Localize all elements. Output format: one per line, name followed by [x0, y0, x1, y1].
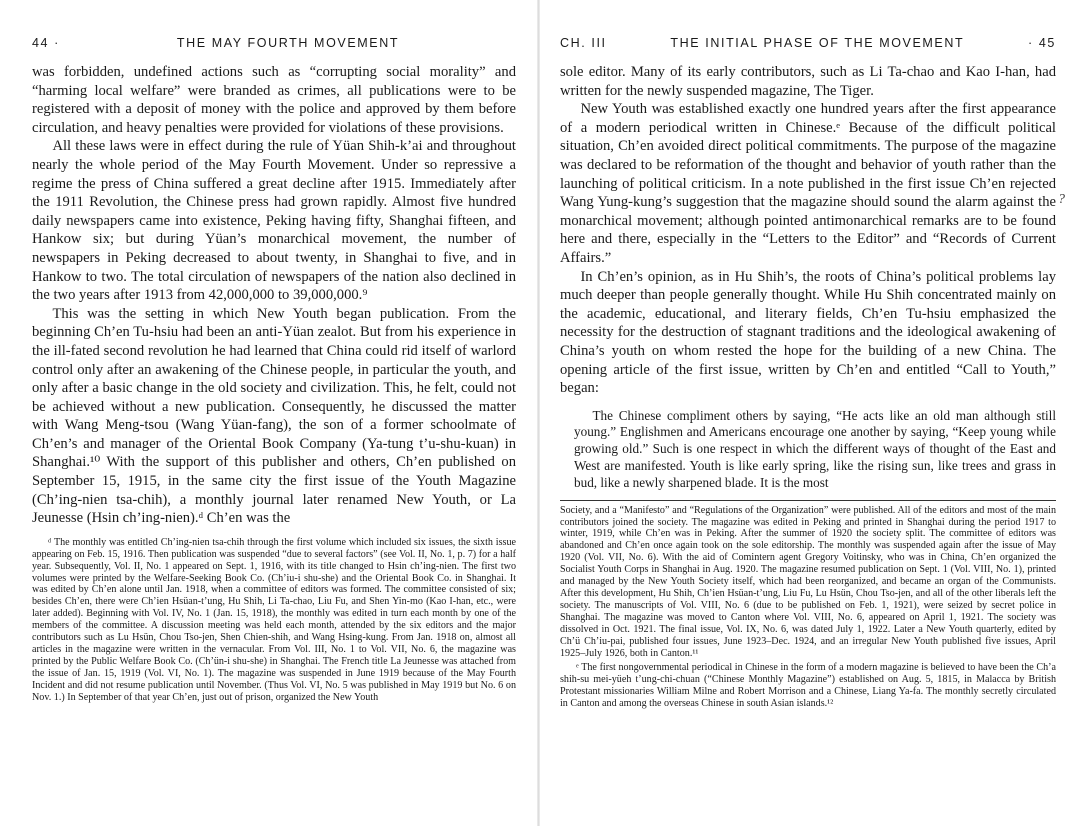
- running-head-right: [560, 36, 1056, 58]
- running-title-right: THE INITIAL PHASE OF THE MOVEMENT: [670, 36, 965, 50]
- right-page: [540, 0, 1080, 826]
- paragraph: This was the setting in which New Youth began publication. From the beginning Ch’en Tu-hsiu had been an anti-Yüan zealot. But from his experience in the ill-fated second revolution he had learned that China could rid itself of warlord control only after an awakening of the Chinese people, in particular the youth, and only after a basic change in the old society and civilization. This, he felt, could not be achieved without a new publication. Consequently, he discussed the matter with Wang Meng-tsou (Wang Yüan-fang), the son of a former schoolmate of Ch’en’s and manager of the Oriental Book Company (Ya-tung t’u-shu-kuan) in Shanghai.¹⁰ With the support of this publisher and others, Ch’en published on September 15, 1915, in the same city the first issue of the Youth Magazine (Ch’ing-nien tsa-chih), a monthly journal later renamed New Youth, or La Jeunesse (Hsin ch’ing-nien).ᵈ Ch’en was the: [32, 305, 516, 527]
- footnote: ᵉ The first nongovernmental periodical in Chinese in the form of a modern magazine is believed to have been the Ch’a shih-su mei-yüeh t’ung-chi-chuan (“Chinese Monthly Magazine”) established on Aug. 5, 1815, in Malacca by British Protestant missionaries William Milne and Robert Morrison and a Chinese, Liang Ya-fa. The monthly secretly circulated in Canton and among the overseas Chinese in south Asian islands.¹²: [560, 662, 1056, 710]
- block-quote: The Chinese compliment others by saying, “He acts like an old man although still young.” Englishmen and Americans encourage one another by saying, “Keep young while growing old.” Such is one respect in which the different ways of thought of the East and West are manifested. Youth is like early spring, like the rising sun, like trees and grass in bud, like a newly sharpened blade. It is the most: [574, 407, 1056, 490]
- paragraph: New Youth was established exactly one hundred years after the first appearance of a modern periodical written in Chinese.ᵉ Because of the difficult political situation, Ch’en avoided direct political commitments. The purpose of the magazine was declared to be reformation of the thought and behavior of youth rather than the launching of political criticism. In a note published in the first issue Ch’en rejected Wang Yung-kung’s suggestion that the magazine should sound the alarm against the monarchical movement; although pointed antimonarchical remarks are to be found here and there, especially in the “Letters to the Editor” and “Records of Current Affairs.”: [560, 101, 1056, 266]
- paragraph: was forbidden, undefined actions such as “corrupting social morality” and “harming local welfare” were branded as crimes, all publications were to be registered with a deposit of money with the police and approved by them before circulation, and heavy penalties were provided for violations of these provisions.: [32, 64, 516, 136]
- left-page: [0, 0, 538, 826]
- page-number-left: 44 ·: [32, 36, 60, 50]
- chapter-label: CH. III: [560, 36, 607, 50]
- footnote: ᵈ The monthly was entitled Ch’ing-nien tsa-chih through the first volume which included six issues, the sixth issue appearing on Feb. 15, 1916. Then publication was suspended “due to several factors” (see Vol. II, No. 1, p. 7) for a half year. Subsequently, Vol. II, No. 1 appeared on Sept. 1, 1916, with its title changed to Hsin ch’ing-nien. The first two volumes were printed by the Welfare-Seeking Book Co. (Ch’iu-i shu-she) and the Oriental Book Co. in Shanghai. It was edited by Ch’en alone until Jan. 1918, when a committee of editors was formed. The committee consisted of six; besides Ch’en, there were Ch’ien Hsüan-t’ung, Hu Shih, Li Ta-chao, Liu Fu, and Shen Yin-mo (Kao I-han, etc., were later added). Beginning with Vol. IV, No. 1 (Jan. 15, 1918), the monthly was edited in turn each month by one of the members of the committee. A discussion meeting was held each month, attended by the six editors and the major contributors such as Lu Hsün, Chou Tso-jen, Shen Chien-shih, and Wang Hsing-kung. From Jan. 1918 on, almost all articles in the magazine were written in the vernacular. From Vol. III, No. 1 to Vol. VII, No. 6, the magazine was printed by the Public Welfare Book Co. (Ch’ün-i shu-she) in Shanghai. The French title La Jeunesse was attached from the issue of Jan. 15, 1919 (Vol. VI, No. 1). The magazine was suspended in June 1919 because of the May Fourth Incident and did not resume publication until November. (Thus Vol. VI, No. 5 was published in May 1919 but No. 6 on Nov. 1.) In September of that year Ch’en, just out of prison, organized the New Youth: [32, 536, 516, 703]
- footnotes-right: [560, 505, 1056, 710]
- margin-annotation: ?: [1058, 192, 1065, 207]
- body-text-right: [560, 63, 1056, 398]
- footnotes-left: [32, 537, 516, 704]
- running-head-left: [32, 36, 516, 58]
- paragraph: In Ch’en’s opinion, as in Hu Shih’s, the roots of China’s political problems lay much deeper than people generally thought. While Hu Shih concentrated mainly on the academic, educational, and literary fields, Ch’en Tu-hsiu emphasized the necessity for the destruction of stagnant traditions and the ideological awakening of China’s youth on whom rested the hope for the building of a new China. The opening article of the first issue, written by Ch’en and entitled “Call to Youth,” began:: [560, 268, 1056, 397]
- paragraph: All these laws were in effect during the rule of Yüan Shih-k’ai and throughout nearly the whole period of the May Fourth Movement. Under so repressive a regime the press of China suffered a great decline after 1915. Immediately after the 1911 Revolution, the Chinese press had grown rapidly. Almost five hundred daily newspapers came into existence, Peking having fifty, Shanghai fifteen, and Hankow six; but during Yüan’s monarchical movement, the number of newspapers in Peking decreased to about twenty, in Shanghai to five, and in Hankow to two. The total circulation of newspapers of the nation also declined in the two years after 1913 from 42,000,000 to 39,000,000.⁹: [32, 138, 516, 304]
- paragraph: sole editor. Many of its early contributors, such as Li Ta-chao and Kao I-han, had written for the newly suspended magazine, The Tiger.: [560, 64, 1056, 99]
- page-number-right: · 45: [1028, 36, 1056, 50]
- running-title-left: THE MAY FOURTH MOVEMENT: [176, 36, 400, 50]
- footnote-rule: [560, 500, 1056, 501]
- footnote: Society, and a “Manifesto” and “Regulations of the Organization” were published. All of the editors and most of the main contributors joined the society. The magazine was edited in Peking and printed in Shanghai during the period 1917 to winter, 1919, while Ch’en was in Peking. After the summer of 1920 the society split. The committee of editors was abandoned and Ch’en once again took on the sole editorship. The monthly was suspended again after the issue of May 1920 (Vol. VII, No. 6). With the aid of Comintern agent Gregory Voitinsky, who was in China, Ch’en organized the Socialist Youth Corps in Shanghai in Aug. 1920. The magazine resumed publication on Sept. 1 (Vol. VIII, No. 1), printed and managed by the New Youth Society itself, which had been reorganized, and became an organ of the Communists. After this development, Hu Shih, Ch’ien Hsüan-t’ung, Liu Fu, Lu Hsün, Chou Tso-jen, and all of the other liberals left the society. The manuscripts of Vol. VIII, No. 6 (due to be published on Feb. 1, 1921), were seized by secret police in Shanghai. The magazine was moved to Canton where Vol. VIII, No. 6, appeared on April 1, 1921. The society was dissolved in Oct. 1921. The final issue, Vol. IX, No. 6, was dated July 1, 1922. Later a New Youth quarterly, edited by Ch’ü Ch’iu-pai, published four issues, June 1923–Dec. 1924, and an irregular New Youth published five issues, April 1925–July 1926, both in Canton.¹¹: [560, 504, 1056, 659]
- body-text-left: [32, 63, 516, 528]
